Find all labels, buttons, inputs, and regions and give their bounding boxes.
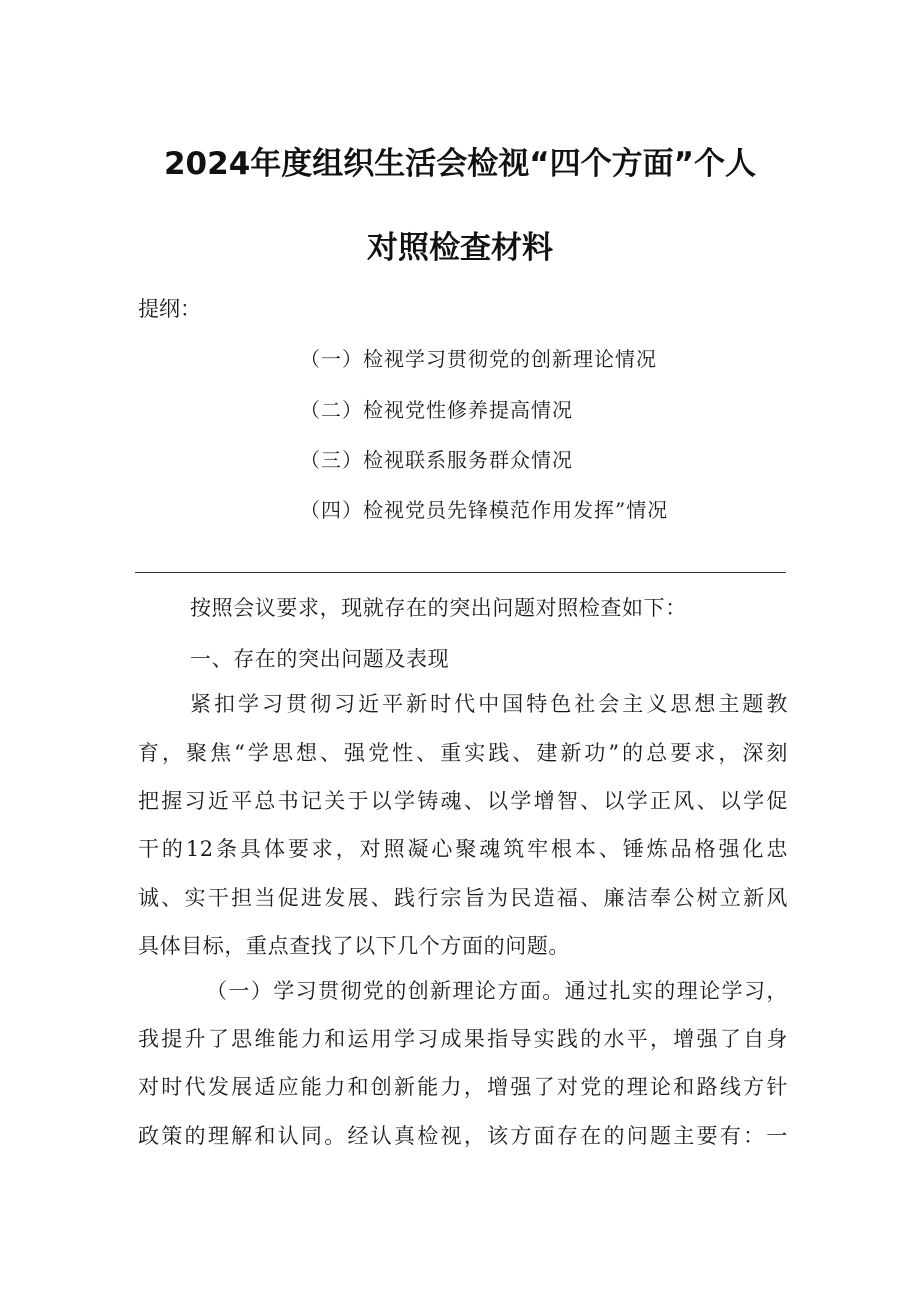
paragraph-1-line: 把握习近平总书记关于以学铸魂、以学增智、以学正风、以学促 <box>138 789 788 813</box>
paragraph-1-line: 干的12条具体要求，对照凝心聚魂筑牢根本、锤炼品格强化忠 <box>138 837 788 861</box>
outline-item-1: （一）检视学习贯彻党的创新理论情况 <box>300 347 657 371</box>
document-title-line-1: 2024年度组织生活会检视“四个方面”个人 <box>163 146 757 182</box>
outline-item-3: （三）检视联系服务群众情况 <box>300 448 573 472</box>
intro-text: 按照会议要求，现就存在的突出问题对照检查如下： <box>190 596 687 620</box>
outline-item-4: （四）检视党员先锋模范作用发挥”情况 <box>300 498 669 522</box>
paragraph-1-line: 育，聚焦“学思想、强党性、重实践、建新功”的总要求，深刻 <box>138 741 788 765</box>
paragraph-1-line: 紧扣学习贯彻习近平新时代中国特色社会主义思想主题教 <box>190 692 788 716</box>
paragraph-2-line: 政策的理解和认同。经认真检视，该方面存在的问题主要有：一 <box>138 1124 788 1148</box>
paragraph-2-line: 我提升了思维能力和运用学习成果指导实践的水平，增强了自身 <box>138 1027 788 1051</box>
paragraph-1-line: 具体目标，重点查找了以下几个方面的问题。 <box>138 934 570 958</box>
section-1-heading: 一、存在的突出问题及表现 <box>190 647 450 671</box>
paragraph-1-line: 诚、实干担当促进发展、践行宗旨为民造福、廉洁奉公树立新风 <box>138 886 788 910</box>
outline-label: 提纲： <box>138 297 201 321</box>
outline-item-2: （二）检视党性修养提高情况 <box>300 398 573 422</box>
section-divider <box>135 572 786 573</box>
paragraph-2-line: （一）学习贯彻党的创新理论方面。通过扎实的理论学习， <box>206 979 788 1003</box>
document-title-line-2: 对照检查材料 <box>367 230 553 266</box>
paragraph-2-line: 对时代发展适应能力和创新能力，增强了对党的理论和路线方针 <box>138 1075 788 1099</box>
